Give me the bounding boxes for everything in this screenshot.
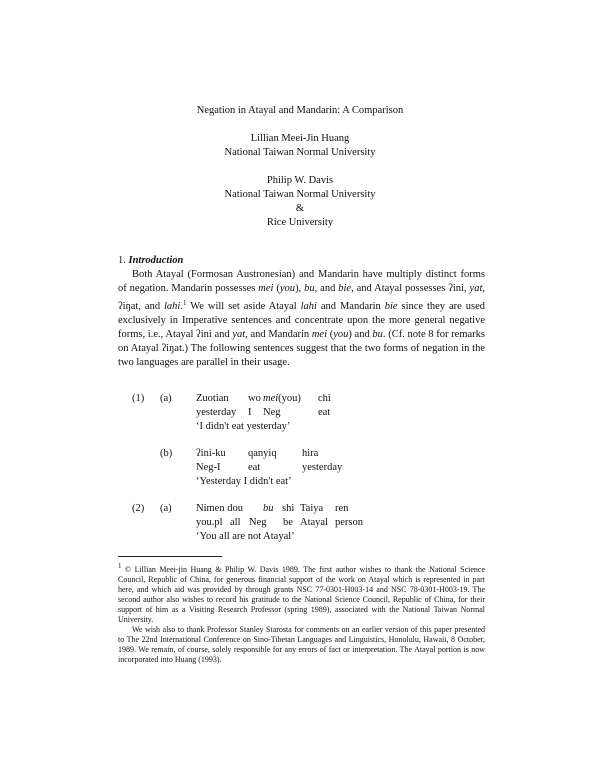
footnote-paragraph-1: © Lillian Meei-jin Huang & Philip W. Davis 1989. The first author wishes to thank the National Science Council, Republic of China, for generous financial support of the work on Atayal which is represented in part here, and which aid was provided by through grants NSC 77-0301-H003-14 and NSC 78-0301-H003-19. The second author also wishes to record his gratitude to the National Science Council, Republic of China, for their support of him as a Visiting Research Professor (spring 1989), associated with the National Taiwan Normal University.	[118, 565, 485, 624]
example-1a-gloss: yesterday	[196, 407, 237, 418]
footnote-ref: 1	[182, 299, 187, 307]
footnote-mark: 1	[118, 562, 122, 570]
example-2a-gloss: Neg	[249, 517, 267, 528]
section-heading	[118, 254, 183, 268]
example-1a-gloss: eat	[318, 407, 331, 418]
example-2a-word: bu	[263, 503, 274, 514]
footnote-rule	[118, 556, 222, 557]
example-1a-word: Zuotian	[196, 393, 229, 404]
author-1-name: Lillian Meei-Jin Huang	[250, 133, 350, 144]
author-1-affiliation: National Taiwan Normal University	[224, 147, 376, 158]
example-2a-gloss: Atayal	[300, 517, 328, 528]
example-1a-word: mei(you)	[263, 393, 301, 404]
example-1a-gloss: I	[248, 407, 252, 418]
example-1a-gloss: Neg	[263, 407, 281, 418]
section-number: 1.	[118, 255, 126, 266]
author-2-affiliation: National Taiwan Normal University	[224, 189, 376, 200]
example-2a-gloss: you.pl	[196, 517, 223, 528]
example-1b-word: hira	[302, 448, 319, 459]
example-1b-gloss: yesterday	[302, 462, 343, 473]
example-2a-gloss: be	[283, 517, 293, 528]
example-1-number: (1)	[132, 393, 145, 404]
section-title: Introduction	[128, 255, 184, 266]
example-1a-word: chi	[318, 393, 331, 404]
footnote-paragraph-2: We wish also to thank Professor Stanley Starosta for comments on an earlier version of this paper presented to The 22nd International Conference on Sino-Tibetan Languages and Linguistics, Honolulu, Hawaii, 8 October, 1989. We remain, of course, solely responsible for any errors of fact or interpretation. The Atayal portion is now incorporated into Huang (1993).	[118, 625, 485, 664]
example-1a-label: (a)	[160, 393, 172, 404]
example-2a-word: shi	[282, 503, 295, 514]
example-1a-word: wo	[248, 393, 261, 404]
example-2a-word: Nimen dou	[196, 503, 243, 514]
author-2-name: Philip W. Davis	[266, 175, 334, 186]
example-1b-label: (b)	[160, 448, 173, 459]
example-1b-translation: ‘Yesterday I didn't eat’	[196, 476, 292, 487]
example-2a-translation: ‘You all are not Atayal’	[196, 531, 295, 542]
author-2-affiliation-2: Rice University	[266, 217, 334, 228]
example-2a-word: ren	[335, 503, 349, 514]
footnote	[118, 561, 485, 665]
example-2a-gloss: all	[230, 517, 241, 528]
example-1b-word: ʔini-ku	[196, 448, 226, 459]
example-1b-gloss: eat	[248, 462, 261, 473]
example-2a-label: (a)	[160, 503, 172, 514]
example-2a-gloss: person	[335, 517, 363, 528]
example-1a-translation: ‘I didn't eat yesterday’	[196, 421, 291, 432]
example-2a-word: Taiya	[300, 503, 324, 514]
paper-title: Negation in Atayal and Mandarin: A Comparison	[196, 105, 404, 116]
example-1b-gloss: Neg-I	[196, 462, 221, 473]
author-2-ampersand: &	[295, 203, 305, 214]
example-2-number: (2)	[132, 503, 145, 514]
intro-paragraph: Both Atayal (Formosan Austronesian) and Mandarin have multiply distinct forms of negation. Mandarin possesses mei (you), bu, and bie, and Atayal possesses ʔini, yat, ʔiŋat, and lahi.$^1$ We will set aside Atayal lahi and Mandarin bie since they are used exclusively in Imperative sentences and concentrate upon the more general negative forms, i.e., Atayal ʔini and yat, and Mandarin mei (you) and bu. (Cf. note 8 for remarks on Atayal ʔiŋat.) The following sentences suggest that the two forms of negation in the two languages are parallel in their usage.	[118, 269, 485, 368]
example-1b-word: qanyiq	[248, 448, 277, 459]
